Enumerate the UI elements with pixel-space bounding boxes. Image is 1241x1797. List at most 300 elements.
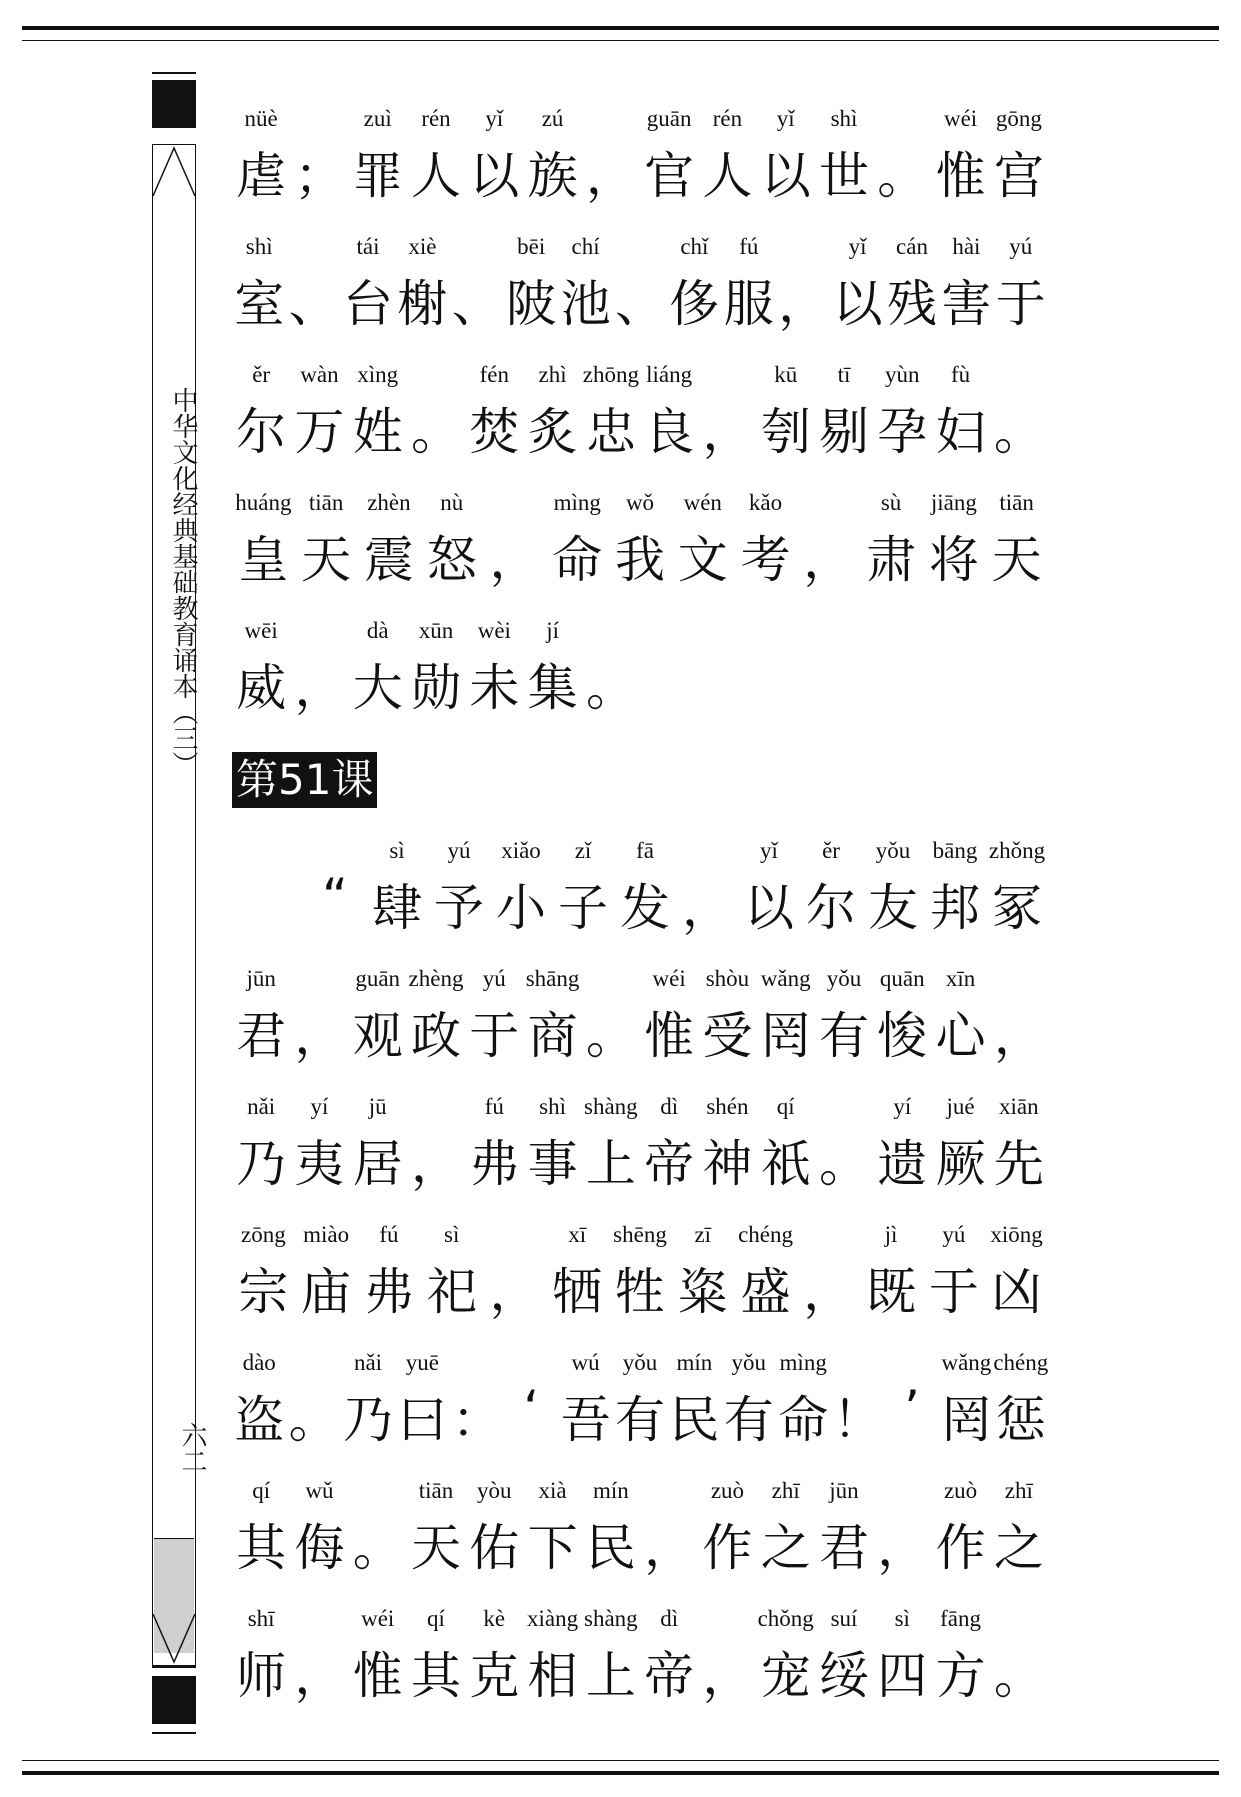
hanzi-char: ， (778, 275, 829, 333)
hanzi-char: 商 (527, 1007, 578, 1065)
pinyin-syllable: wǒ (625, 490, 655, 515)
hanzi-char: ； (294, 147, 345, 205)
hanzi-char: 夷 (294, 1135, 345, 1193)
hanzi-char: 侈 (669, 275, 720, 333)
pinyin-row (232, 1606, 1048, 1636)
pinyin-row (232, 1094, 1048, 1124)
lesson-heading (232, 728, 1048, 820)
bottom-rule-thick (22, 1771, 1219, 1775)
pinyin-syllable: jūn (829, 1478, 859, 1503)
hanzi-char: 未 (469, 659, 520, 717)
pinyin-syllable: chéng (993, 1350, 1049, 1375)
pinyin-syllable: fú (484, 1094, 504, 1119)
hanzi-char: 妇 (935, 403, 986, 461)
pinyin-syllable: fāng (940, 1606, 981, 1631)
text-line (232, 1332, 1048, 1460)
pinyin-syllable: yǒu (826, 966, 862, 991)
hanzi-char: 心 (935, 1007, 986, 1065)
text-line (232, 820, 1048, 948)
hanzi-char: ， (644, 1519, 695, 1577)
pinyin-syllable: jué (946, 1094, 975, 1119)
hanzi-char: 惩 (995, 1391, 1046, 1449)
hanzi-row (232, 1636, 1048, 1705)
hanzi-char: 乃 (236, 1135, 287, 1193)
pinyin-syllable: yòu (477, 1478, 512, 1503)
pinyin-syllable: yí (310, 1094, 329, 1119)
hanzi-char: 盛 (740, 1263, 791, 1321)
hanzi-char: 、 (451, 275, 502, 333)
pinyin-syllable: yǐ (848, 234, 867, 259)
hanzi-char: 作 (935, 1519, 986, 1577)
pinyin-syllable: jí (546, 618, 560, 643)
hanzi-char: 有 (615, 1391, 665, 1449)
hanzi-char: 。 (877, 147, 928, 205)
pinyin-syllable: xiōng (990, 1222, 1043, 1247)
hanzi-char: 吾 (560, 1391, 611, 1449)
pinyin-syllable: jì (884, 1222, 898, 1247)
pinyin-syllable: tiān (308, 490, 344, 515)
pinyin-syllable: wén (683, 490, 722, 515)
pinyin-syllable: yú (482, 966, 506, 991)
pinyin-row (232, 1222, 1048, 1252)
hanzi-row (232, 264, 1048, 333)
hanzi-char: 盗 (234, 1391, 285, 1449)
pinyin-syllable: shì (539, 1094, 566, 1119)
hanzi-char: ， (294, 1007, 345, 1065)
book-spine (152, 72, 207, 1742)
pinyin-syllable: wēi (244, 618, 278, 643)
hanzi-char: 天 (411, 1519, 461, 1577)
hanzi-char: 下 (527, 1519, 578, 1577)
pinyin-syllable: tī (837, 362, 851, 387)
pinyin-syllable: yǒu (875, 838, 911, 863)
hanzi-char: 予 (434, 879, 484, 937)
pinyin-syllable: wéi (361, 1606, 395, 1631)
hanzi-char: 万 (294, 403, 345, 461)
pinyin-syllable: zhī (1004, 1478, 1033, 1503)
pinyin-row (232, 234, 1048, 264)
pinyin-syllable: fā (636, 838, 654, 863)
pinyin-syllable: huáng (235, 490, 292, 515)
pinyin-syllable: shòu (705, 966, 750, 991)
pinyin-syllable: zhèn (367, 490, 411, 515)
hanzi-char: ， (993, 1007, 1044, 1065)
pinyin-syllable: yí (893, 1094, 912, 1119)
pinyin-syllable: sì (389, 838, 405, 863)
pinyin-syllable: fú (379, 1222, 399, 1247)
hanzi-char: 。 (288, 1391, 339, 1449)
hanzi-char: 小 (496, 879, 546, 937)
pinyin-syllable: kǎo (748, 490, 783, 515)
hanzi-char: 姓 (352, 403, 403, 461)
pinyin-syllable: kè (483, 1606, 506, 1631)
hanzi-char: 帝 (644, 1647, 695, 1705)
hanzi-char: 克 (469, 1647, 520, 1705)
pinyin-syllable: tái (356, 234, 380, 259)
pinyin-syllable: sì (444, 1222, 460, 1247)
hanzi-char: 尔 (806, 879, 856, 937)
pinyin-syllable: zhì (538, 362, 567, 387)
hanzi-char: 文 (677, 531, 728, 589)
pinyin-syllable: zuò (943, 1478, 978, 1503)
hanzi-char: 祇 (760, 1135, 811, 1193)
hanzi-char: 忠 (585, 403, 636, 461)
pinyin-syllable: zhī (771, 1478, 800, 1503)
lesson-label: 第51课 (232, 752, 377, 808)
hanzi-char: ， (877, 1519, 928, 1577)
hanzi-char: 良 (644, 403, 695, 461)
pinyin-syllable: jiāng (930, 490, 977, 515)
pinyin-syllable: guān (646, 106, 692, 131)
hanzi-char: ， (682, 879, 732, 937)
text-line (232, 1588, 1048, 1716)
hanzi-char: 四 (877, 1647, 928, 1705)
pinyin-syllable: guān (355, 966, 401, 991)
hanzi-char: 民 (585, 1519, 636, 1577)
text-line (232, 88, 1048, 216)
pinyin-syllable: shī (247, 1606, 275, 1631)
pinyin-syllable: shì (245, 234, 273, 259)
pinyin-syllable: zú (541, 106, 564, 131)
hanzi-char: 君 (819, 1519, 869, 1577)
pinyin-syllable: ěr (252, 362, 271, 387)
pinyin-syllable: nǎi (247, 1094, 276, 1119)
hanzi-char: 侮 (294, 1519, 345, 1577)
pinyin-row (232, 838, 1048, 868)
hanzi-char: ， (489, 1263, 540, 1321)
hanzi-char: 先 (993, 1135, 1044, 1193)
hanzi-char: 以 (744, 879, 794, 937)
hanzi-char: 世 (819, 147, 869, 205)
hanzi-char: 台 (343, 275, 393, 333)
pinyin-syllable: shì (830, 106, 858, 131)
hanzi-char: 其 (411, 1647, 461, 1705)
page-number: 六二 (177, 1422, 207, 1474)
hanzi-row (232, 648, 1048, 717)
pinyin-syllable: bāng (932, 838, 978, 863)
hanzi-char: 之 (993, 1519, 1044, 1577)
text-line (232, 1204, 1048, 1332)
hanzi-char: 宠 (760, 1647, 811, 1705)
pinyin-syllable: ěr (822, 838, 840, 863)
pinyin-syllable: qí (427, 1606, 445, 1631)
hanzi-char: 、 (288, 275, 339, 333)
hanzi-char: 厥 (935, 1135, 986, 1193)
hanzi-char: 悛 (877, 1007, 928, 1065)
hanzi-char: 刳 (760, 403, 811, 461)
text-line (232, 1076, 1048, 1204)
hanzi-char: 粢 (677, 1263, 728, 1321)
pinyin-syllable: suí (830, 1606, 858, 1631)
hanzi-char: 。 (352, 1519, 403, 1577)
pinyin-syllable: xīn (945, 966, 976, 991)
pinyin-syllable: tiān (418, 1478, 454, 1503)
pinyin-syllable: xī (568, 1222, 587, 1247)
pinyin-syllable: xìng (357, 362, 399, 387)
pinyin-syllable: sù (880, 490, 902, 515)
text-line (232, 216, 1048, 344)
pinyin-syllable: zǐ (574, 838, 592, 863)
pinyin-syllable: shén (706, 1094, 749, 1119)
pinyin-syllable: nüè (244, 106, 278, 131)
pinyin-syllable: zuì (363, 106, 392, 131)
hanzi-char: 牺 (552, 1263, 603, 1321)
pinyin-row (232, 1478, 1048, 1508)
hanzi-char: 惟 (352, 1647, 403, 1705)
pinyin-syllable: miào (303, 1222, 350, 1247)
hanzi-char: 上 (585, 1135, 636, 1193)
hanzi-row (232, 868, 1048, 937)
hanzi-char: 师 (236, 1647, 287, 1705)
hanzi-char: 。 (585, 659, 636, 717)
hanzi-char: 于 (928, 1263, 979, 1321)
hanzi-char: 命 (552, 531, 603, 589)
hanzi-char: 绥 (819, 1647, 869, 1705)
pinyin-syllable: rén (421, 106, 451, 131)
spine-end-line (152, 1732, 196, 1734)
pinyin-row (232, 490, 1048, 520)
hanzi-char: 威 (236, 659, 287, 717)
hanzi-char: 君 (236, 1007, 287, 1065)
pinyin-syllable: xūn (418, 618, 454, 643)
hanzi-char: ， (803, 1263, 854, 1321)
pinyin-syllable: tiān (999, 490, 1034, 515)
hanzi-char: 。 (993, 403, 1044, 461)
hanzi-char: 勋 (411, 659, 462, 717)
pinyin-syllable: mìng (779, 1350, 827, 1375)
pinyin-syllable: wǎng (941, 1350, 992, 1375)
pinyin-syllable: fú (739, 234, 759, 259)
hanzi-char: 集 (527, 659, 578, 717)
hanzi-char: 残 (887, 275, 937, 333)
hanzi-char: 曰 (397, 1391, 448, 1449)
hanzi-row (232, 1380, 1048, 1449)
spine-bottom-block (152, 1676, 196, 1724)
pinyin-syllable: yǒu (731, 1350, 767, 1375)
pinyin-syllable: bēi (517, 234, 546, 259)
pinyin-syllable: xià (538, 1478, 567, 1503)
hanzi-char: 于 (469, 1007, 520, 1065)
pinyin-syllable: cán (896, 234, 928, 259)
hanzi-char: 官 (644, 147, 695, 205)
hanzi-char: 罪 (352, 147, 403, 205)
pinyin-syllable: qí (252, 1478, 271, 1503)
hanzi-char: 邦 (930, 879, 980, 937)
hanzi-char: ， (294, 1647, 345, 1705)
hanzi-char: 人 (702, 147, 753, 205)
hanzi-char: 焚 (469, 403, 520, 461)
top-rule-thin (22, 40, 1219, 41)
pinyin-syllable: yǒu (622, 1350, 658, 1375)
hanzi-char: ’ (904, 1380, 920, 1438)
hanzi-char: ， (489, 531, 540, 589)
text-line (232, 600, 1048, 728)
pinyin-syllable: wǎng (760, 966, 811, 991)
hanzi-char: 其 (236, 1519, 287, 1577)
pinyin-syllable: yú (942, 1222, 966, 1247)
pinyin-syllable: shàng (584, 1094, 638, 1119)
pinyin-row (232, 362, 1048, 392)
hanzi-char: ， (702, 403, 753, 461)
pinyin-syllable: zhǒng (988, 838, 1046, 863)
pinyin-syllable: yú (1009, 234, 1033, 259)
hanzi-char: 有 (723, 1391, 774, 1449)
pinyin-syllable: chéng (738, 1222, 793, 1247)
hanzi-char: ， (585, 147, 636, 205)
hanzi-char: 炙 (527, 403, 578, 461)
pinyin-syllable: mín (676, 1350, 713, 1375)
hanzi-char: “ (322, 868, 348, 926)
pinyin-syllable: dào (242, 1350, 276, 1375)
hanzi-row (232, 996, 1048, 1065)
pinyin-syllable: fù (950, 362, 971, 387)
pinyin-syllable: quān (879, 966, 925, 991)
hanzi-char: 相 (527, 1647, 578, 1705)
pinyin-syllable: zuò (710, 1478, 745, 1503)
hanzi-char: 池 (560, 275, 611, 333)
hanzi-char: 。 (411, 403, 461, 461)
hanzi-char: 人 (411, 147, 461, 205)
hanzi-row (232, 392, 1048, 461)
hanzi-char: 作 (702, 1519, 753, 1577)
hanzi-char: ！ (832, 1391, 883, 1449)
hanzi-char: 凶 (991, 1263, 1042, 1321)
text-line (232, 472, 1048, 600)
pinyin-row (232, 106, 1048, 136)
hanzi-char: 肃 (866, 531, 917, 589)
pinyin-syllable: yǐ (485, 106, 504, 131)
hanzi-row (232, 1508, 1048, 1577)
hanzi-char: 震 (363, 531, 414, 589)
hanzi-char: 惟 (935, 147, 986, 205)
hanzi-char: 政 (411, 1007, 461, 1065)
pinyin-syllable: xiān (999, 1094, 1039, 1119)
pinyin-syllable: jūn (246, 966, 276, 991)
pinyin-syllable: yǐ (776, 106, 795, 131)
pinyin-syllable: rén (712, 106, 743, 131)
spine-bottom-triangle (152, 1612, 196, 1664)
hanzi-char: ‘ (523, 1380, 540, 1438)
hanzi-char: 族 (527, 147, 578, 205)
hanzi-char: 害 (941, 275, 992, 333)
hanzi-char: 罔 (941, 1391, 992, 1449)
pinyin-syllable: zhōng (582, 362, 639, 387)
pinyin-syllable: shàng (584, 1606, 638, 1631)
pinyin-syllable: zōng (241, 1222, 286, 1247)
hanzi-char: 于 (995, 275, 1046, 333)
hanzi-char: 以 (832, 275, 883, 333)
hanzi-char: 庙 (301, 1263, 352, 1321)
text-line (232, 948, 1048, 1076)
pinyin-syllable: wàn (300, 362, 339, 387)
pinyin-syllable: xiàng (527, 1606, 579, 1631)
pinyin-syllable: nǎi (353, 1350, 383, 1375)
pinyin-syllable: xiǎo (501, 838, 541, 863)
hanzi-char: 惟 (644, 1007, 695, 1065)
pinyin-syllable: yuē (405, 1350, 439, 1375)
hanzi-char: 。 (993, 1647, 1044, 1705)
top-rule-thick (22, 26, 1219, 30)
hanzi-char: 剔 (819, 403, 869, 461)
spine-top-line (152, 72, 196, 74)
pinyin-syllable: wéi (943, 106, 978, 131)
hanzi-char: 肆 (372, 879, 422, 937)
hanzi-char: ， (294, 659, 345, 717)
pinyin-syllable: yǐ (760, 838, 778, 863)
hanzi-char: 发 (620, 879, 670, 937)
pinyin-syllable: yú (447, 838, 471, 863)
hanzi-char: 受 (702, 1007, 753, 1065)
pinyin-syllable: jū (368, 1094, 387, 1119)
pinyin-syllable: chǒng (757, 1606, 814, 1631)
hanzi-char: 民 (669, 1391, 720, 1449)
hanzi-char: 。 (819, 1135, 869, 1193)
hanzi-char: 怒 (426, 531, 477, 589)
hanzi-char: 服 (723, 275, 774, 333)
pinyin-syllable: mín (592, 1478, 629, 1503)
hanzi-char: 室 (234, 275, 285, 333)
hanzi-char: 遗 (877, 1135, 928, 1193)
hanzi-char: 观 (352, 1007, 403, 1065)
series-title: 中华文化经典基础教育诵本（三） (168, 387, 198, 777)
spine-top-triangle (152, 146, 196, 198)
text-body (232, 88, 1048, 1716)
hanzi-char: 宗 (238, 1263, 289, 1321)
pinyin-syllable: wèi (477, 618, 511, 643)
hanzi-char: 之 (760, 1519, 811, 1577)
hanzi-char: 弗 (469, 1135, 520, 1193)
pinyin-syllable: dà (366, 618, 389, 643)
pinyin-syllable: wǔ (305, 1478, 334, 1503)
hanzi-char: 、 (615, 275, 665, 333)
hanzi-char: 虐 (236, 147, 287, 205)
hanzi-char: 以 (469, 147, 520, 205)
hanzi-char: 佑 (469, 1519, 520, 1577)
hanzi-char: 皇 (238, 531, 289, 589)
pinyin-syllable: qí (776, 1094, 795, 1119)
hanzi-row (232, 136, 1048, 205)
text-line (232, 1460, 1048, 1588)
hanzi-char: 弗 (363, 1263, 414, 1321)
hanzi-char: 友 (868, 879, 918, 937)
text-line (232, 344, 1048, 472)
pinyin-syllable: chǐ (680, 234, 709, 259)
hanzi-char: 大 (352, 659, 403, 717)
hanzi-char: 以 (760, 147, 811, 205)
hanzi-char: 宫 (993, 147, 1044, 205)
hanzi-char: 居 (352, 1135, 403, 1193)
pinyin-syllable: fén (479, 362, 509, 387)
hanzi-char: ， (411, 1135, 461, 1193)
hanzi-char: 罔 (760, 1007, 811, 1065)
pinyin-row (232, 618, 1048, 648)
hanzi-char: 。 (585, 1007, 636, 1065)
pinyin-syllable: zhèng (408, 966, 464, 991)
pinyin-syllable: gōng (995, 106, 1042, 131)
hanzi-char: 天 (301, 531, 352, 589)
hanzi-char: 子 (558, 879, 608, 937)
hanzi-char: 神 (702, 1135, 753, 1193)
hanzi-char: 尔 (236, 403, 287, 461)
pinyin-syllable: nù (440, 490, 464, 515)
bottom-rule-thin (22, 1760, 1219, 1761)
pinyin-syllable: shāng (525, 966, 580, 991)
hanzi-char: 帝 (644, 1135, 695, 1193)
hanzi-char: 命 (778, 1391, 829, 1449)
hanzi-char: 方 (935, 1647, 986, 1705)
pinyin-syllable: wú (571, 1350, 600, 1375)
hanzi-char: 冢 (992, 879, 1042, 937)
